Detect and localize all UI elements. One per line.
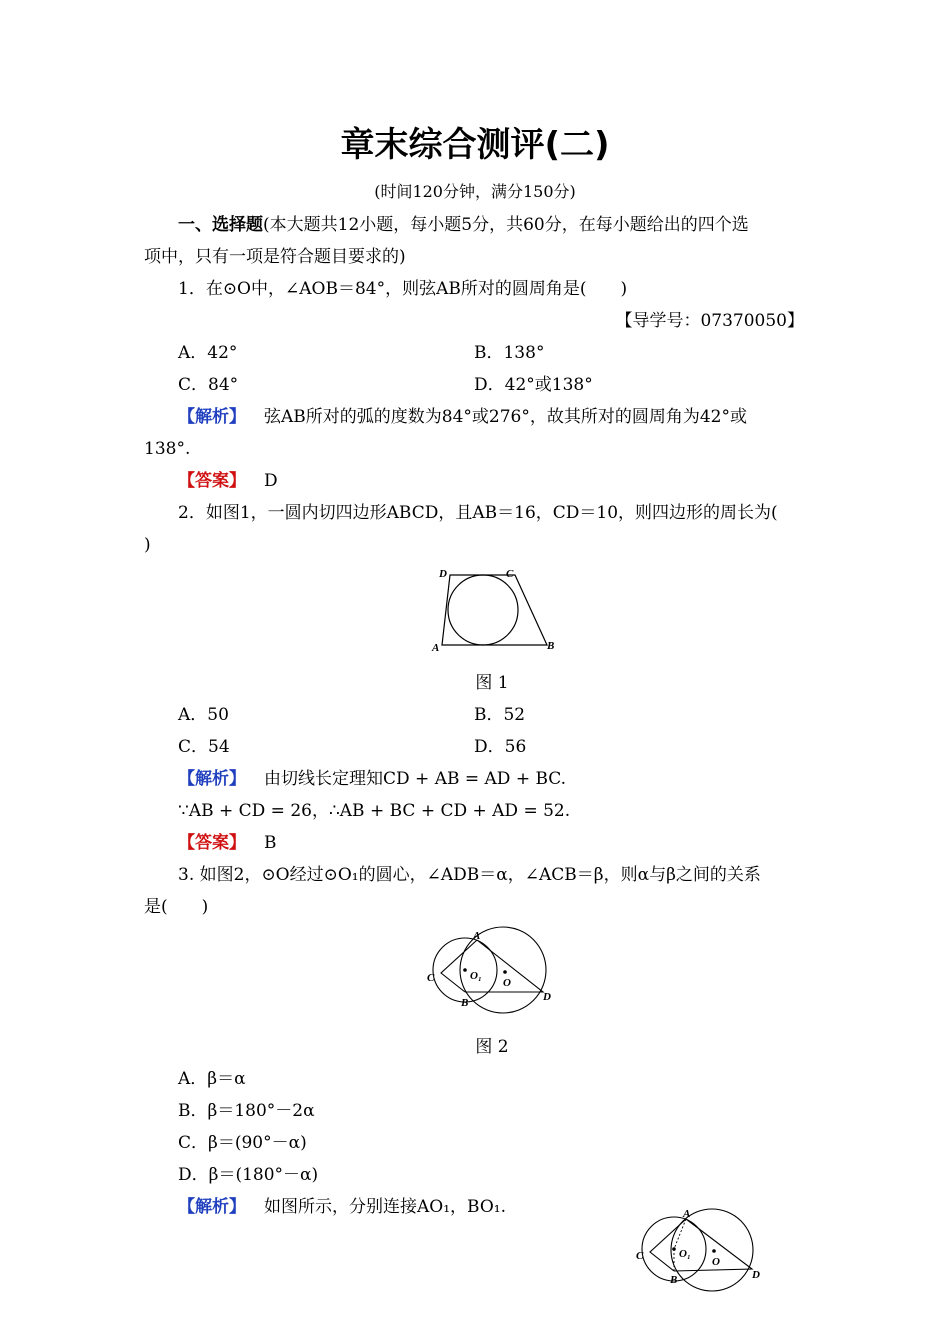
q3-option-d: D．β＝(180°－α) bbox=[178, 1165, 319, 1185]
q3-stem-cont: 是( ) bbox=[144, 897, 209, 917]
q1-option-b: B．138° bbox=[474, 343, 545, 363]
answer-label: 【答案】 bbox=[178, 833, 246, 853]
label-d: D bbox=[543, 991, 551, 1003]
q2-option-d: D．56 bbox=[474, 737, 527, 757]
q2-analysis-text: 由切线长定理知CD + AB = AD + BC. bbox=[264, 769, 567, 789]
q1-answer bbox=[178, 470, 278, 492]
q2-answer-value: B bbox=[264, 833, 277, 853]
page-title: 章末综合测评(二) bbox=[340, 125, 610, 165]
label-b: B bbox=[547, 640, 555, 652]
label-o: O bbox=[712, 1256, 720, 1268]
figure-2-diagram bbox=[425, 928, 560, 1013]
analysis-label: 【解析】 bbox=[178, 769, 246, 789]
q1-option-a: A．42° bbox=[178, 343, 238, 363]
figure-1-diagram bbox=[430, 565, 560, 655]
figure-3-diagram bbox=[632, 1207, 767, 1297]
section-desc: (本大题共12小题，每小题5分，共60分，在每小题给出的四个选 bbox=[263, 215, 749, 235]
section-heading-line bbox=[178, 214, 749, 236]
section-desc-cont: 项中，只有一项是符合题目要求的) bbox=[144, 247, 406, 267]
label-c: C bbox=[636, 1250, 644, 1262]
q2-analysis-cont: ∵AB + CD = 26，∴AB + BC + CD + AD = 52. bbox=[178, 801, 571, 821]
center-o bbox=[712, 1249, 716, 1253]
label-o1: O₁ bbox=[470, 970, 482, 982]
q1-answer-value: D bbox=[264, 471, 278, 491]
q1-analysis bbox=[178, 406, 747, 428]
triangle-acb bbox=[441, 940, 477, 992]
q2-analysis bbox=[178, 768, 566, 790]
q1-analysis-cont: 138°. bbox=[144, 439, 191, 459]
q1-option-d: D．42°或138° bbox=[474, 375, 593, 395]
section-heading: 一、选择题 bbox=[178, 215, 263, 235]
q3-option-b: B．β＝180°－2α bbox=[178, 1101, 315, 1121]
analysis-label: 【解析】 bbox=[178, 1197, 246, 1217]
center-o bbox=[503, 970, 507, 974]
triangle-acb bbox=[650, 1219, 686, 1271]
q2-stem-cont: ) bbox=[144, 535, 151, 555]
q1-stem: 1．在⊙O中，∠AOB＝84°，则弦AB所对的圆周角是( ) bbox=[178, 279, 628, 299]
analysis-label: 【解析】 bbox=[178, 407, 246, 427]
label-c: C bbox=[427, 972, 435, 984]
label-b: B bbox=[461, 997, 469, 1009]
figure-1-caption: 图 1 bbox=[475, 673, 509, 693]
center-o1 bbox=[672, 1247, 676, 1251]
q1-analysis-text: 弦AB所对的弧的度数为84°或276°，故其所对的圆周角为42°或 bbox=[264, 407, 747, 427]
label-d: D bbox=[752, 1269, 760, 1281]
figure-2-caption: 图 2 bbox=[475, 1037, 509, 1057]
q2-option-c: C．54 bbox=[178, 737, 230, 757]
q2-option-a: A．50 bbox=[178, 705, 229, 725]
label-b: B bbox=[670, 1274, 678, 1286]
answer-label: 【答案】 bbox=[178, 471, 246, 491]
q3-option-a: A．β＝α bbox=[178, 1069, 246, 1089]
label-a: A bbox=[432, 642, 440, 654]
label-a: A bbox=[683, 1208, 691, 1220]
q1-guide-number: 【导学号：07370050】 bbox=[615, 311, 804, 331]
q2-answer bbox=[178, 832, 277, 854]
label-c: C bbox=[506, 568, 514, 580]
q3-analysis-text: 如图所示，分别连接AO₁，BO₁. bbox=[264, 1197, 506, 1217]
q3-analysis bbox=[178, 1196, 506, 1218]
subtitle: (时间120分钟，满分150分) bbox=[374, 182, 576, 201]
q2-stem: 2．如图1，一圆内切四边形ABCD，且AB＝16，CD＝10，则四边形的周长为( bbox=[178, 503, 778, 523]
center-o1 bbox=[463, 968, 467, 972]
inscribed-circle bbox=[448, 575, 518, 645]
label-o: O bbox=[503, 977, 511, 989]
label-d: D bbox=[439, 568, 447, 580]
q3-stem: 3. 如图2，⊙O经过⊙O₁的圆心，∠ADB＝α，∠ACB＝β，则α与β之间的关系 bbox=[178, 865, 761, 885]
q3-option-c: C．β＝(90°－α) bbox=[178, 1133, 307, 1153]
label-o1: O₁ bbox=[679, 1248, 691, 1260]
label-a: A bbox=[473, 930, 481, 942]
q2-option-b: B．52 bbox=[474, 705, 526, 725]
q1-option-c: C．84° bbox=[178, 375, 239, 395]
